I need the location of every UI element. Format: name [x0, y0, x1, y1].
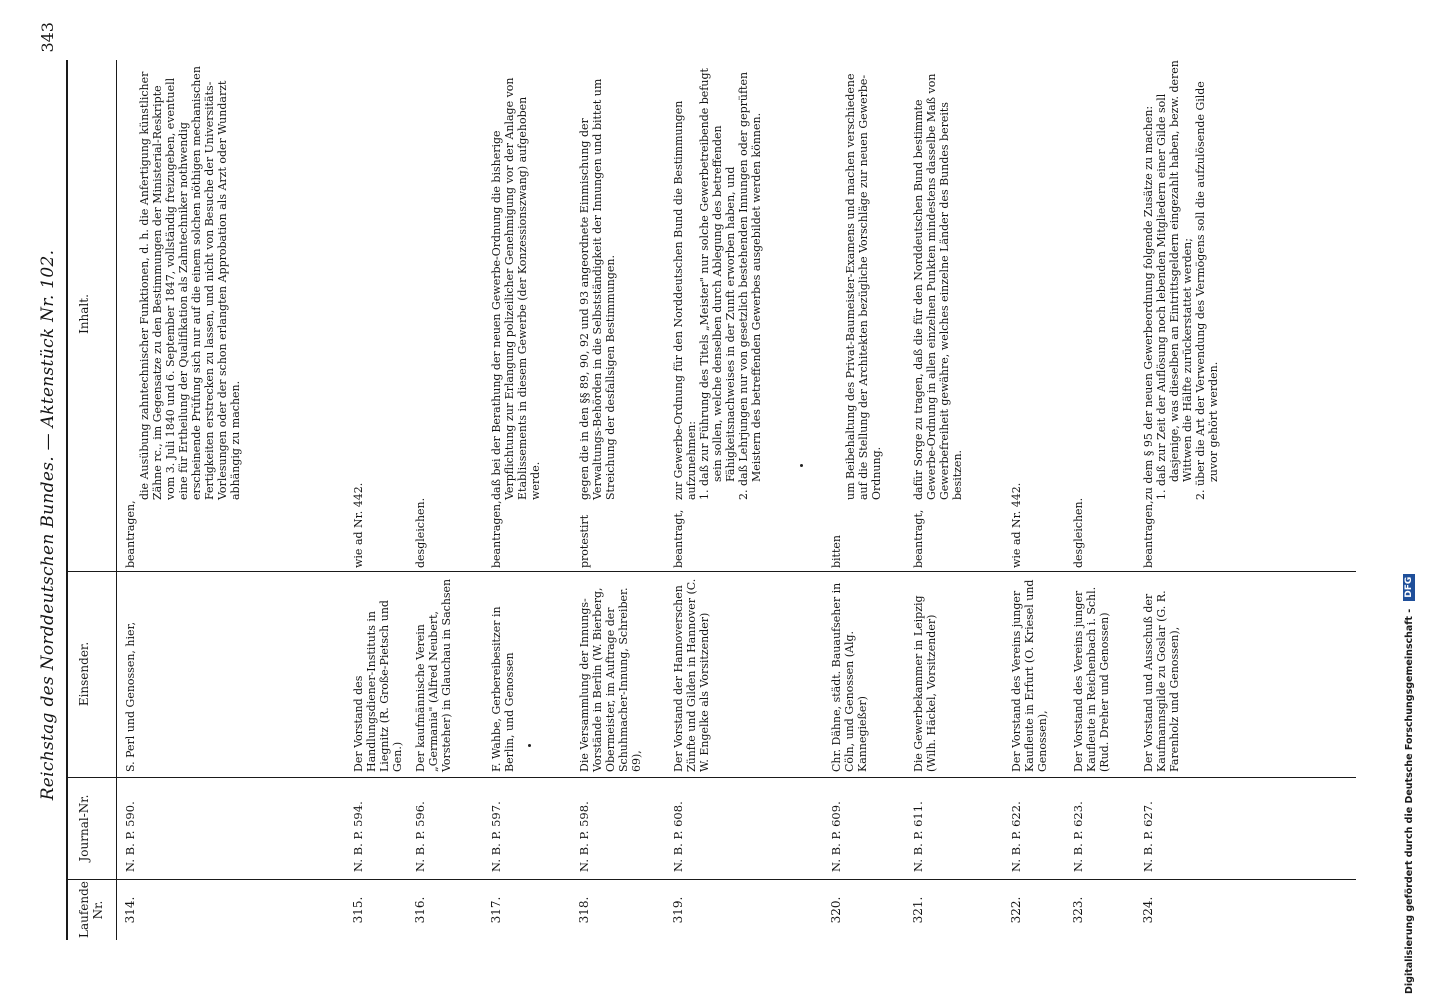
row-journal: N. B. P. 611.	[911, 801, 925, 872]
inhalt-paragraph: zu dem § 95 der neuen Gewerbeordnung folgende Zusätze zu machen:	[1142, 105, 1155, 500]
row-inhalt: wie ad Nr. 442.	[1010, 482, 1023, 568]
column-header-einsender: Einsender.	[77, 641, 91, 707]
row-journal: N. B. P. 596.	[413, 801, 427, 872]
row-verb: beantragen,	[124, 500, 137, 568]
row-journal: N. B. P. 627.	[1141, 801, 1155, 872]
row-number: 324.	[1141, 896, 1155, 924]
digitization-note	[1400, 8, 1418, 994]
row-einsender: Der Vorstand des Vereins junger Kaufleute in Reichenbach i. Schl. (Rud. Dreher und Genossen)	[1072, 586, 1111, 772]
page-title: Reichstag des Norddeutschen Bundes. — Aktenstück Nr. 102.	[38, 249, 58, 801]
page-header	[38, 0, 62, 1000]
row-einsender: Der Vorstand des Handlungsdiener-Instituts in Liegnitz (R. Große-Pietsch und Gen.)	[352, 600, 404, 772]
dfg-logo: DFG	[1403, 574, 1415, 601]
inhalt-paragraph: um Beibehaltung des Privat-Baumeister-Examens und machen verschiedene auf die Stellung der Architekten bezügliche Vorschläge zur neuen Gewerbe-Ordnung.	[844, 73, 883, 500]
row-einsender: F. Wahbe, Gerbereibesitzer in Berlin, und Genossen	[490, 606, 516, 772]
row-verb: beantragt,	[672, 509, 685, 568]
row-journal: N. B. P. 597.	[489, 801, 503, 872]
row-number: 314.	[123, 896, 137, 924]
row-number: 322.	[1009, 896, 1023, 924]
row-einsender: S. Perl und Genossen, hier,	[124, 621, 137, 772]
inhalt-paragraph: die Ausübung zahntechnischer Funktionen, d. h. die Anfertigung künstlicher Zähne rc., im Gegensatze zu den Bestimmungen der Ministerial-Reskripte vom 3. Juli 1840 und 6. September 1847, vollständig freizugeben, eventuell	[138, 71, 177, 500]
row-number: 323.	[1071, 896, 1085, 924]
inhalt-list-item: 1. daß zur Führung des Titels „Meister" nur solche Gewerbetreibende befugt sein sollen, welche denselben durch Ablegung des betreffenden Fähigkeitsnachweises in der Zunft erworben haben, und	[698, 68, 737, 500]
inhalt-paragraph: dafür Sorge zu tragen, daß die für den Norddeutschen Bund bestimmte Gewerbe-Ordnung in allen einzelnen Punkten mindestens dasselbe Maß von Gewerbefreiheit gewähre, welches einzelne Länder des Bundes bereits besitzen.	[912, 73, 964, 500]
row-number: 319.	[671, 896, 685, 924]
row-number: 320.	[829, 896, 843, 924]
row-inhalt: desgleichen.	[1072, 497, 1085, 568]
row-verb: bitten	[830, 535, 843, 568]
scan-speck	[800, 464, 803, 467]
row-einsender: Der Vorstand der Hannoverschen Zünfte und Gilden in Hannover (C. W. Engelke als Vorsitzender)	[672, 578, 711, 772]
row-inhalt	[578, 60, 617, 500]
row-inhalt	[138, 60, 242, 500]
row-journal: N. B. P. 623.	[1071, 801, 1085, 872]
row-journal: N. B. P. 609.	[829, 801, 843, 872]
row-inhalt: desgleichen.	[414, 497, 427, 568]
row-journal: N. B. P. 594.	[351, 801, 365, 872]
row-verb: beantragt,	[912, 509, 925, 568]
row-journal: N. B. P. 590.	[123, 801, 137, 872]
row-verb: beantragen,	[1142, 500, 1155, 568]
row-journal: N. B. P. 622.	[1009, 801, 1023, 872]
row-einsender: Chr. Dähne, städt. Bauaufseher in Cöln, und Genossen (Alg. Kannegießer)	[830, 582, 869, 772]
inhalt-list-item: 2. über die Art der Verwendung des Vermögens soll die aufzulösende Gilde zuvor gehört werden.	[1194, 81, 1220, 500]
inhalt-paragraph: gegen die in den §§ 89, 90, 92 und 93 angeordnete Einmischung der Verwaltungs-Behörden in die Selbstständigkeit der Innungen und bittet um Streichung der desfallsigen Bestimmungen.	[578, 78, 617, 500]
column-header-lfd: Laufende Nr.	[77, 881, 105, 938]
row-einsender: Die Versammlung der Innungs-Vorstände in Berlin (W. Bierberg, Obermeister, im Auftrage der Schuhmacher-Innung, Schreiber. 69),	[578, 587, 643, 772]
row-einsender: Die Gewerbekammer in Leipzig (Wilh. Häckel, Vorsitzender)	[912, 595, 938, 772]
row-einsender: Der kaufmännische Verein „Germania" (Alfred Neubert, Vorsteher) in Glauchau in Sachsen	[414, 578, 453, 772]
column-divider-2	[66, 777, 1356, 778]
inhalt-paragraph: zur Gewerbe-Ordnung für den Norddeutschen Bund die Bestimmungen aufzunehmen:	[672, 100, 698, 500]
row-inhalt	[912, 60, 964, 500]
row-verb: beantragen,	[490, 500, 503, 568]
inhalt-list-item: 1. daß zur Zeit der Auflösung noch lebenden Mitgliedern einer Gilde soll dasjenige, was dieselben an Eintrittsgeldern eingezahlt haben, bezw. deren Wittwen die Hälfte zurückerstattet werden;	[1155, 60, 1194, 500]
row-number: 316.	[413, 896, 427, 924]
inhalt-list-item: 2. daß Lehrjungen nur von gesetzlich bestehenden Innungen oder geprüften Meistern des betreffenden Gewerbes ausgebildet werden können.	[737, 71, 763, 500]
scan-speck	[528, 744, 531, 747]
column-header-inhalt: Inhalt.	[77, 294, 91, 334]
row-einsender: Der Vorstand des Vereins junger Kaufleute in Erfurt (O. Kriesel und Genossen),	[1010, 579, 1049, 772]
row-inhalt: wie ad Nr. 442.	[352, 482, 365, 568]
row-inhalt	[1142, 60, 1220, 500]
row-number: 318.	[577, 896, 591, 924]
row-verb: protestirt	[578, 514, 591, 568]
header-rule-top	[66, 60, 68, 940]
row-inhalt	[672, 60, 763, 500]
row-inhalt	[844, 60, 883, 500]
column-header-journal: Journal-Nr.	[77, 794, 91, 862]
row-number: 317.	[489, 896, 503, 924]
row-journal: N. B. P. 598.	[577, 801, 591, 872]
page-number: 343	[38, 22, 57, 53]
row-number: 315.	[351, 896, 365, 924]
row-einsender: Der Vorstand und Ausschuß der Kaufmannsgilde zu Goslar (G. R. Farenholz und Genossen),	[1142, 590, 1181, 772]
row-number: 321.	[911, 896, 925, 924]
inhalt-paragraph: eine für Ertheilung der Qualifikation als Zahntechniker nothwendig erscheinende Prüfung sich nur auf die einem solchen nöthigen mechanischen Fertigkeiten erstrecken zu lassen, und nicht von Besuche der Universitäts-Vorlesungen oder der schon erlangten Approbation als Arzt oder Wundarzt abhängig zu machen.	[177, 66, 242, 500]
inhalt-paragraph: daß bei der Berathung der neuen Gewerbe-Ordnung die bisherige Verpflichtung zur Erlangung polizeilicher Genehmigung vor der Anlage von Etablissements in diesem Gewerbe (der Konzessionszwang) aufgehoben werde.	[490, 77, 542, 500]
row-inhalt	[490, 60, 542, 500]
header-rule-bottom	[116, 60, 117, 940]
row-journal: N. B. P. 608.	[671, 801, 685, 872]
column-divider-1	[66, 879, 1356, 880]
digitization-credit: Digitalisierung gefördert durch die Deutsche Forschungsgemeinschaft -	[1403, 608, 1415, 994]
column-divider-3	[66, 571, 1356, 572]
